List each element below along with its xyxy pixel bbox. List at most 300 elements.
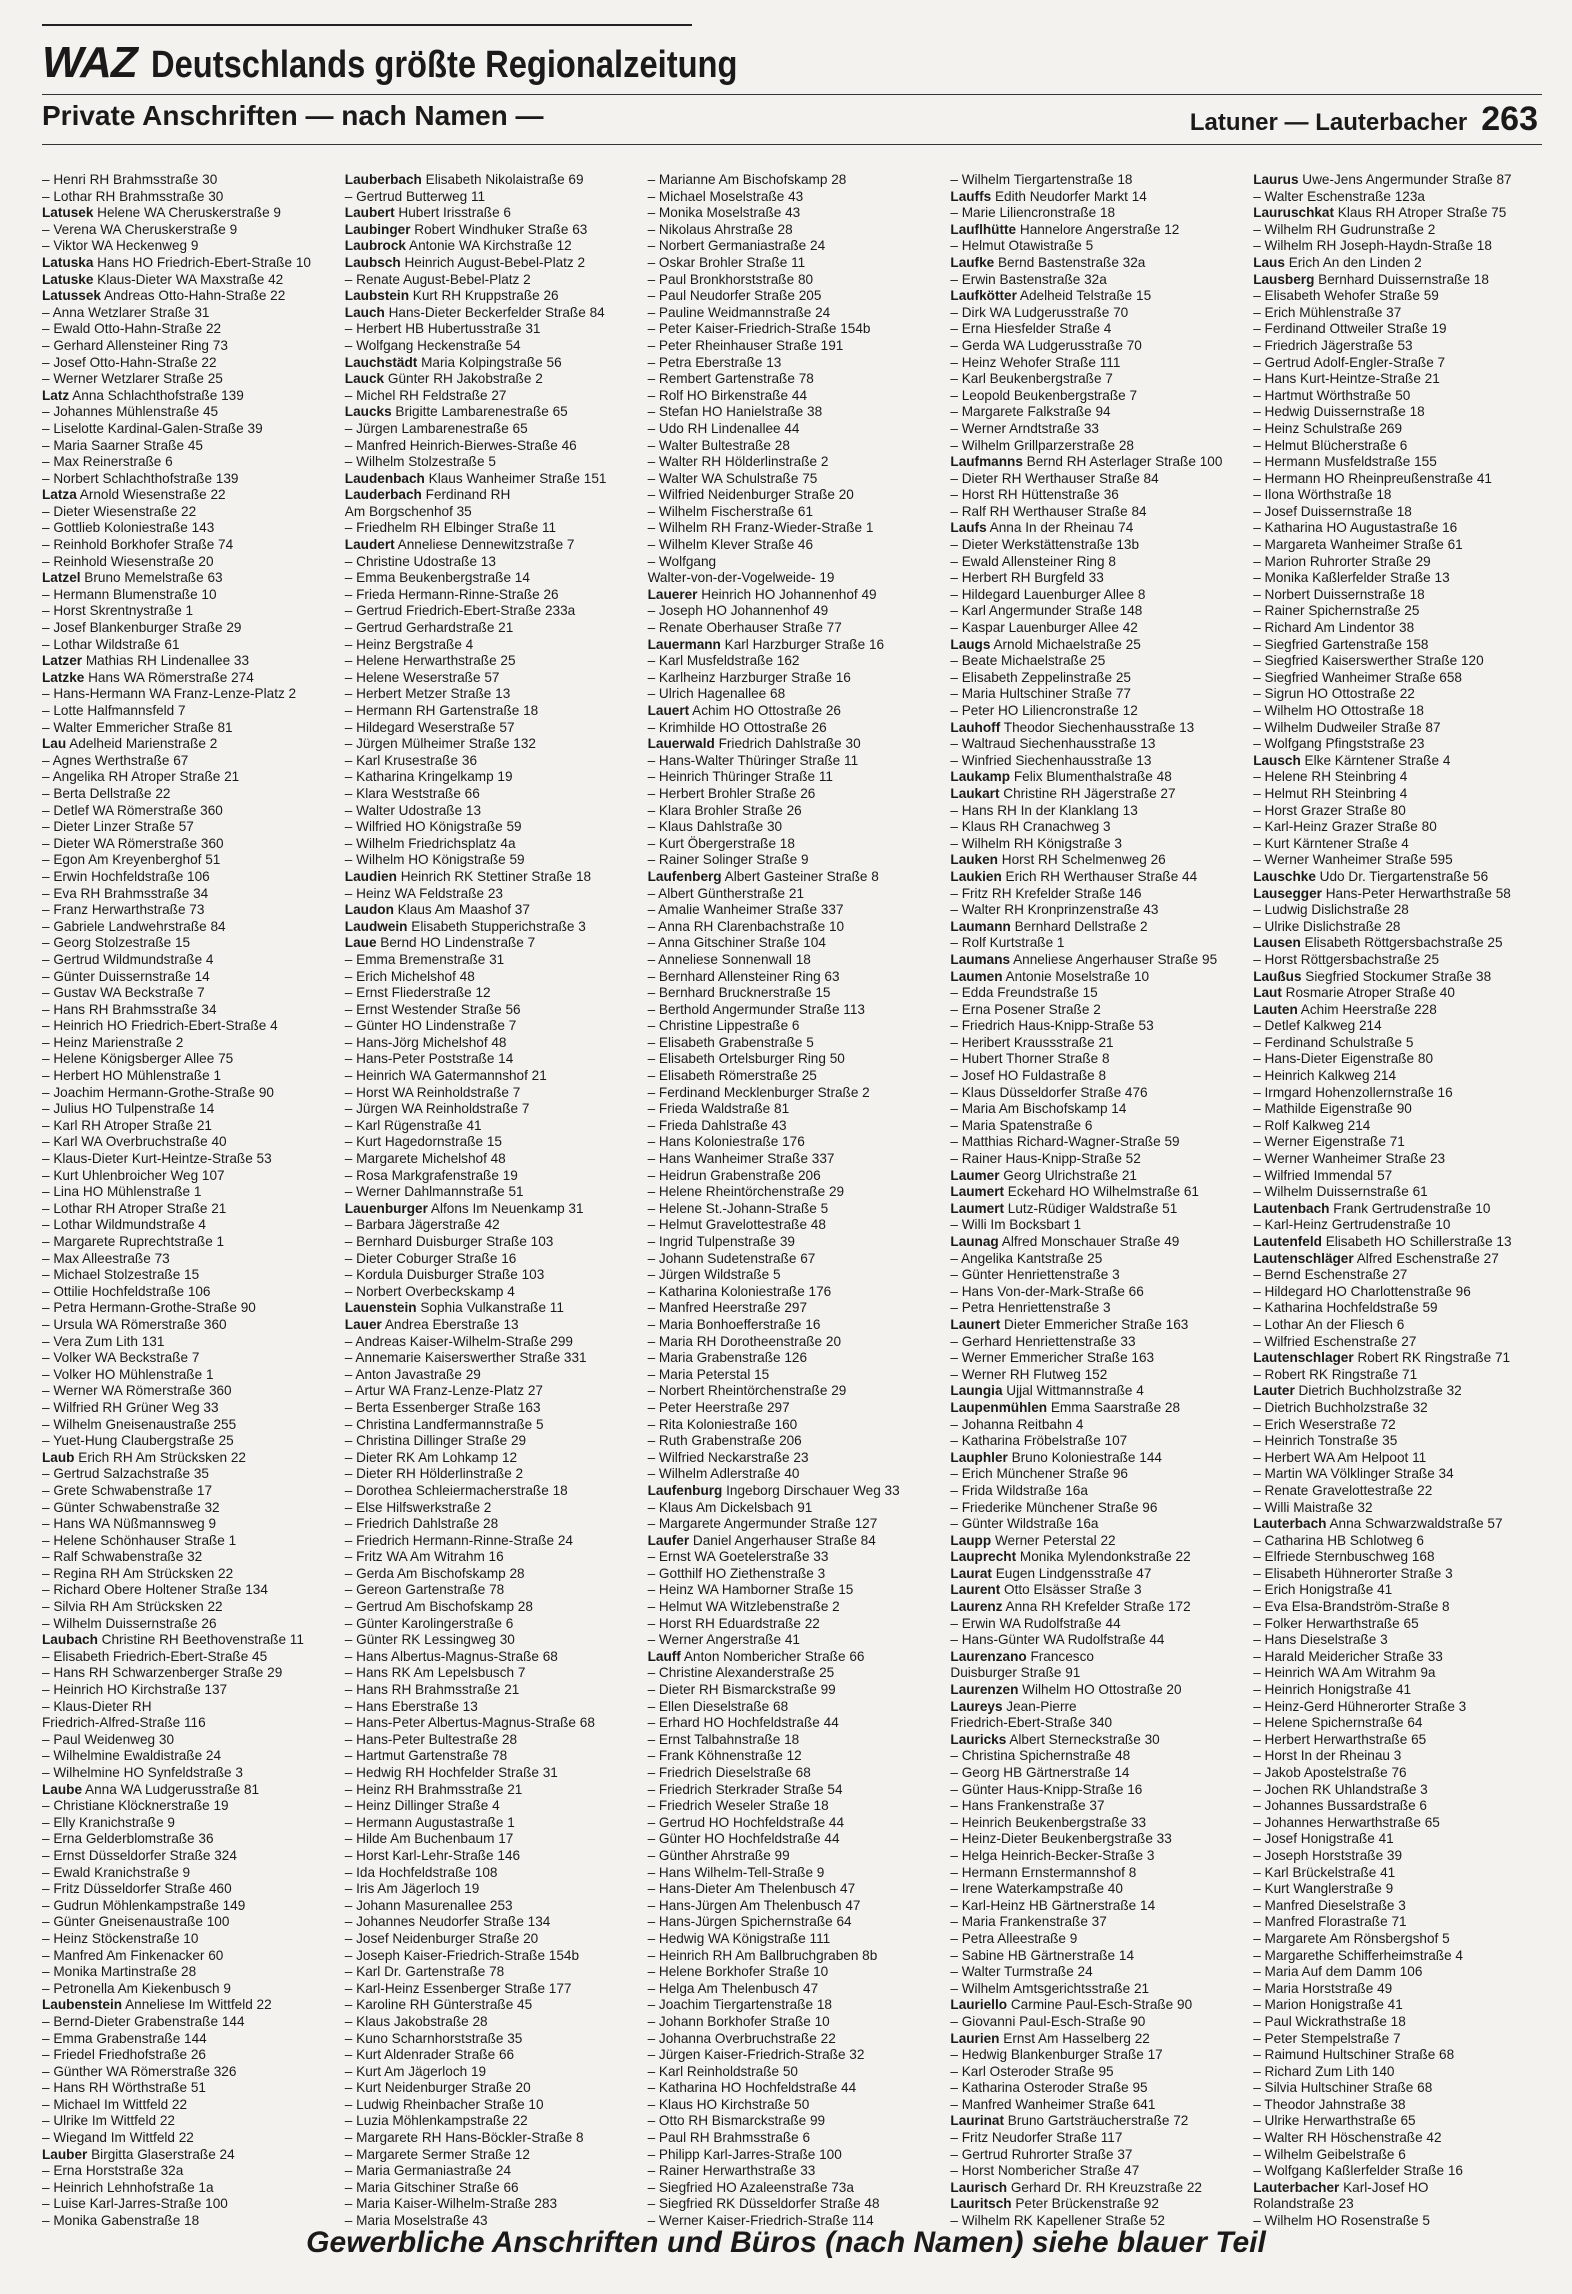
entry-details: – Norbert Rheintörchenstraße 29 bbox=[647, 1383, 847, 1399]
directory-entry bbox=[648, 2163, 937, 2180]
directory-entry bbox=[648, 1002, 937, 1019]
directory-entry bbox=[42, 288, 331, 305]
entry-surname: Laubsch bbox=[344, 254, 401, 270]
entry-details: – Michael Moselstraße 43 bbox=[647, 188, 804, 204]
directory-entry bbox=[1253, 1118, 1542, 1135]
entry-details: – Hans RH In der Klanklang 13 bbox=[950, 802, 1138, 818]
directory-entry bbox=[648, 935, 937, 952]
directory-entry bbox=[1253, 786, 1542, 803]
entry-details: – Pauline Weidmannstraße 24 bbox=[647, 304, 831, 320]
entry-details: – Jürgen WA Reinholdstraße 7 bbox=[344, 1101, 530, 1117]
entry-details: – Jakob Apostelstraße 76 bbox=[1253, 1765, 1407, 1780]
entry-details: – Werner Wanheimer Straße 595 bbox=[1253, 852, 1453, 868]
directory-entry bbox=[345, 786, 634, 803]
entry-details: Anneliese Angerhauser Straße 95 bbox=[1010, 951, 1218, 967]
entry-details: – Michael Stolzestraße 15 bbox=[42, 1267, 200, 1283]
entry-details: – Erich Mühlenstraße 37 bbox=[1253, 304, 1402, 320]
directory-entry bbox=[42, 1234, 331, 1251]
directory-entry bbox=[1253, 1317, 1542, 1334]
entry-details: – Bernhard Duisburger Straße 103 bbox=[344, 1234, 554, 1249]
entry-details: Anna Schwarzwaldstraße 57 bbox=[1326, 1516, 1503, 1532]
directory-entry bbox=[950, 952, 1239, 969]
entry-surname: Laudenbach bbox=[344, 470, 425, 486]
entry-details: – Ludwig Rheinbacher Straße 10 bbox=[344, 2096, 544, 2112]
entry-details: – Katharina Koloniestraße 176 bbox=[647, 1283, 832, 1299]
entry-details: – Wilhelm Klever Straße 46 bbox=[647, 537, 814, 553]
directory-entry bbox=[345, 753, 634, 770]
directory-entry bbox=[42, 388, 331, 405]
directory-entry bbox=[648, 1848, 937, 1865]
entry-details: – Heinz Stöckenstraße 10 bbox=[42, 1930, 199, 1946]
entry-details: – Kurt Öbergerstraße 18 bbox=[647, 835, 795, 851]
directory-entry bbox=[42, 1914, 331, 1931]
entry-details: – Friedel Friedhofstraße 26 bbox=[42, 2047, 206, 2063]
directory-entry bbox=[42, 1931, 331, 1948]
entry-details: – Heinz-Gerd Hühnerorter Straße 3 bbox=[1253, 1698, 1467, 1714]
directory-entry bbox=[648, 1898, 937, 1915]
entry-details: – Ferdinand Schulstraße 5 bbox=[1253, 1034, 1414, 1050]
directory-entry bbox=[345, 537, 634, 554]
entry-details: – Karl-Heinz Grazer Straße 80 bbox=[1253, 819, 1437, 835]
directory-entry bbox=[950, 1284, 1239, 1301]
directory-entry bbox=[950, 1914, 1239, 1931]
entry-details: – Fritz Neudorfer Straße 117 bbox=[950, 2130, 1123, 2146]
entry-details: – Marion Ruhrorter Straße 29 bbox=[1253, 553, 1431, 569]
directory-entry bbox=[648, 836, 937, 853]
entry-details: – Johann Sudetenstraße 67 bbox=[647, 1250, 816, 1266]
directory-entry bbox=[648, 2180, 937, 2197]
directory-entry bbox=[950, 2047, 1239, 2064]
directory-entry bbox=[648, 819, 937, 836]
entry-details: – Katharina Fröbelstraße 107 bbox=[950, 1433, 1128, 1449]
directory-entry bbox=[950, 1068, 1239, 1085]
directory-entry bbox=[1253, 736, 1542, 753]
directory-entry bbox=[42, 438, 331, 455]
directory-entry bbox=[950, 1682, 1239, 1699]
entry-details: – Christine Udostraße 13 bbox=[344, 553, 496, 569]
entry-details: – Karl Brückelstraße 41 bbox=[1253, 1864, 1396, 1880]
entry-details: – Paul Neudorfer Straße 205 bbox=[647, 288, 822, 304]
entry-details: – Max Alleestraße 73 bbox=[42, 1250, 170, 1266]
entry-details: – Maria Horststraße 49 bbox=[1253, 1980, 1393, 1996]
entry-details: – Heinz Bergstraße 4 bbox=[344, 636, 474, 652]
directory-entry bbox=[1253, 753, 1542, 770]
directory-entry bbox=[950, 1018, 1239, 1035]
entry-details: Theodor Siechenhausstraße 13 bbox=[1000, 719, 1195, 735]
entry-details: – Martin WA Völklinger Straße 34 bbox=[1253, 1466, 1454, 1482]
directory-entry bbox=[950, 919, 1239, 936]
directory-entry bbox=[42, 1715, 331, 1732]
entry-details: – Kurt Uhlenbroicher Weg 107 bbox=[42, 1167, 225, 1183]
entry-details: – Udo RH Lindenallee 44 bbox=[647, 420, 800, 436]
entry-details: – Wolfgang bbox=[647, 553, 717, 569]
entry-details: Ujjal Wittmannstraße 4 bbox=[1002, 1383, 1144, 1399]
directory-entry bbox=[950, 1234, 1239, 1251]
entry-surname: Lausch bbox=[1253, 752, 1301, 768]
entry-details: – Anna Wetzlarer Straße 31 bbox=[42, 304, 210, 320]
entry-details: Am Borgschenhof 35 bbox=[344, 503, 472, 519]
entry-details: – Kurt Hagedornstraße 15 bbox=[344, 1134, 502, 1150]
entry-details: – Josef Neidenburger Straße 20 bbox=[344, 1930, 539, 1946]
directory-entry bbox=[345, 2097, 634, 2114]
directory-entry bbox=[42, 1549, 331, 1566]
directory-entry bbox=[1253, 371, 1542, 388]
entry-details: – Otto RH Bismarckstraße 99 bbox=[647, 2113, 826, 2129]
directory-entry bbox=[1253, 1500, 1542, 1517]
entry-details: – Werner Kaiser-Friedrich-Straße 114 bbox=[647, 2213, 874, 2229]
entry-details: – Wilhelm Duissernstraße 61 bbox=[1253, 1184, 1428, 1200]
entry-details: – Grete Schwabenstraße 17 bbox=[42, 1482, 213, 1498]
entry-details: Hans HO Friedrich-Ebert-Straße 10 bbox=[93, 254, 311, 270]
directory-entry bbox=[648, 421, 937, 438]
entry-details: – Heinz WA Feldstraße 23 bbox=[344, 885, 503, 901]
entry-surname: Lauriello bbox=[950, 1997, 1008, 2013]
entry-details: – Günter HO Lindenstraße 7 bbox=[344, 1018, 517, 1034]
entry-details: – Volker WA Beckstraße 7 bbox=[42, 1350, 200, 1366]
entry-details: – Erwin Hochfeldstraße 106 bbox=[42, 868, 210, 884]
directory-entry bbox=[345, 1566, 634, 1583]
entry-details: – Johann Masurenallee 253 bbox=[344, 1897, 513, 1913]
entry-details: – Gustav WA Beckstraße 7 bbox=[42, 985, 205, 1001]
directory-entry bbox=[950, 1516, 1239, 1533]
directory-column-4 bbox=[950, 172, 1239, 2229]
directory-entry bbox=[648, 736, 937, 753]
directory-entry bbox=[345, 1101, 634, 1118]
directory-entry bbox=[648, 703, 937, 720]
directory-entry bbox=[42, 1815, 331, 1832]
entry-details: – Friedrich Dahlstraße 28 bbox=[344, 1516, 499, 1532]
directory-entry bbox=[950, 902, 1239, 919]
directory-entry bbox=[345, 1931, 634, 1948]
entry-details: – Wilhelm RH Gudrunstraße 2 bbox=[1253, 221, 1436, 237]
directory-entry bbox=[345, 471, 634, 488]
directory-entry bbox=[345, 1848, 634, 1865]
directory-entry bbox=[1253, 653, 1542, 670]
entry-details: Ferdinand RH bbox=[421, 487, 511, 503]
directory-entry bbox=[42, 1898, 331, 1915]
directory-entry bbox=[1253, 1134, 1542, 1151]
directory-entry bbox=[1253, 338, 1542, 355]
directory-entry bbox=[345, 404, 634, 421]
directory-entry bbox=[345, 935, 634, 952]
directory-entry bbox=[345, 2163, 634, 2180]
entry-details: – Klara Weststraße 66 bbox=[344, 785, 480, 801]
directory-entry bbox=[950, 1367, 1239, 1384]
directory-entry bbox=[1253, 2113, 1542, 2130]
directory-entry bbox=[950, 935, 1239, 952]
entry-details: – Horst RH Hüttenstraße 36 bbox=[950, 487, 1119, 503]
entry-details: – Detlef Kalkweg 214 bbox=[1253, 1018, 1382, 1034]
directory-entry bbox=[950, 753, 1239, 770]
directory-entry bbox=[950, 1865, 1239, 1882]
entry-details: – Klaus HO Kirchstraße 50 bbox=[647, 2096, 810, 2112]
entry-details: – Beate Michaelstraße 25 bbox=[950, 653, 1106, 669]
entry-details: Frank Gertrudenstraße 10 bbox=[1329, 1200, 1491, 1216]
directory-entry bbox=[345, 836, 634, 853]
directory-entry bbox=[345, 1632, 634, 1649]
directory-entry bbox=[950, 1334, 1239, 1351]
directory-entry bbox=[1253, 1085, 1542, 1102]
entry-surname: Lauenstein bbox=[344, 1300, 417, 1316]
directory-entry bbox=[950, 1151, 1239, 1168]
directory-entry bbox=[345, 1383, 634, 1400]
entry-surname: Lauruschkat bbox=[1253, 205, 1335, 221]
entry-details: Achim Heerstraße 228 bbox=[1297, 1001, 1437, 1017]
entry-surname: Laudien bbox=[344, 868, 397, 884]
entry-details: – Siegfried RK Düsseldorfer Straße 48 bbox=[647, 2196, 880, 2212]
entry-details: – Leopold Beukenbergstraße 7 bbox=[950, 387, 1138, 403]
directory-entry bbox=[1253, 189, 1542, 206]
directory-entry bbox=[345, 321, 634, 338]
entry-surname: Laubrock bbox=[344, 238, 406, 254]
entry-details: – Hartmut Gartenstraße 78 bbox=[344, 1748, 508, 1764]
directory-entry bbox=[1253, 1715, 1542, 1732]
entry-details: – Werner Dahlmannstraße 51 bbox=[344, 1184, 524, 1200]
entry-details: – Walter RH Höschenstraße 42 bbox=[1253, 2130, 1442, 2146]
directory-entry bbox=[1253, 1035, 1542, 1052]
entry-surname: Lauck bbox=[344, 371, 385, 387]
entry-details: – Dieter Wiesenstraße 22 bbox=[42, 503, 197, 519]
entry-details: – Marie Liliencronstraße 18 bbox=[950, 205, 1116, 221]
entry-details: – Hermann Augustastraße 1 bbox=[344, 1814, 515, 1830]
entry-details: – Katharina Osteroder Straße 95 bbox=[950, 2080, 1148, 2096]
entry-details: Heinrich RK Stettiner Straße 18 bbox=[396, 868, 592, 884]
entry-details: – Frieda Hermann-Rinne-Straße 26 bbox=[344, 586, 559, 602]
entry-details: Felix Blumenthalstraße 48 bbox=[1010, 769, 1172, 785]
directory-entry bbox=[345, 1732, 634, 1749]
entry-details: – Eva Elsa-Brandström-Straße 8 bbox=[1253, 1599, 1450, 1615]
entry-details: – Lotte Halfmannsfeld 7 bbox=[42, 703, 186, 718]
entry-details: – Hans-Peter Poststraße 14 bbox=[344, 1051, 514, 1067]
directory-entry bbox=[648, 1217, 937, 1234]
entry-details: – Helene Weserstraße 57 bbox=[344, 669, 500, 685]
entry-details: – Wilhelm Adlerstraße 40 bbox=[647, 1466, 800, 1482]
directory-entry bbox=[950, 1997, 1239, 2014]
directory-entry bbox=[1253, 1765, 1542, 1782]
directory-entry bbox=[950, 1201, 1239, 1218]
directory-entry bbox=[648, 1500, 937, 1517]
directory-entry bbox=[950, 1300, 1239, 1317]
entry-surname: Lautenschläger bbox=[1253, 1250, 1354, 1266]
entry-details: – Georg HB Gärtnerstraße 14 bbox=[950, 1765, 1130, 1780]
entry-details: – Luzia Möhlenkampstraße 22 bbox=[344, 2113, 528, 2129]
directory-entry bbox=[345, 1616, 634, 1633]
entry-details: – Albert Güntherstraße 21 bbox=[647, 885, 805, 901]
directory-entry bbox=[1253, 836, 1542, 853]
entry-details: – Heribert Kraussstraße 21 bbox=[950, 1034, 1114, 1050]
entry-details: Friedrich Dahlstraße 30 bbox=[714, 736, 861, 752]
directory-entry bbox=[345, 1665, 634, 1682]
entry-details: – Norbert Duissernstraße 18 bbox=[1253, 586, 1425, 602]
directory-entry bbox=[950, 1317, 1239, 1334]
entry-details: – Anton Javastraße 29 bbox=[344, 1366, 481, 1382]
entry-details: – Volker HO Mühlenstraße 1 bbox=[42, 1366, 214, 1382]
directory-entry bbox=[648, 753, 937, 770]
directory-entry bbox=[345, 1582, 634, 1599]
entry-details: Jean-Pierre bbox=[1002, 1698, 1077, 1714]
directory-entry bbox=[1253, 1018, 1542, 1035]
entry-details: Francesco bbox=[1026, 1648, 1094, 1664]
directory-entry bbox=[42, 471, 331, 488]
directory-entry bbox=[648, 803, 937, 820]
entry-details: – Lothar Wildstraße 61 bbox=[42, 636, 180, 652]
entry-details: Arnold Michaelstraße 25 bbox=[990, 636, 1141, 652]
entry-surname: Laubinger bbox=[344, 221, 411, 237]
directory-entry bbox=[345, 1898, 634, 1915]
entry-details: Elisabeth HO Schillerstraße 13 bbox=[1321, 1234, 1512, 1249]
directory-entry bbox=[42, 1284, 331, 1301]
directory-entry bbox=[42, 2163, 331, 2180]
directory-entry bbox=[345, 1317, 634, 1334]
entry-details: – Verena WA Cheruskerstraße 9 bbox=[42, 221, 238, 237]
entry-details: – Rolf Kalkweg 214 bbox=[1253, 1117, 1371, 1133]
entry-details: – Hans RK Am Lepelsbusch 7 bbox=[344, 1665, 526, 1681]
directory-entry bbox=[950, 205, 1239, 222]
directory-entry bbox=[950, 1732, 1239, 1749]
directory-entry bbox=[1253, 1815, 1542, 1832]
entry-details: – Heinz WA Hamborner Straße 15 bbox=[647, 1582, 854, 1598]
directory-entry bbox=[345, 1051, 634, 1068]
directory-entry bbox=[1253, 587, 1542, 604]
directory-entry bbox=[648, 438, 937, 455]
entry-details: – Herbert Metzer Straße 13 bbox=[344, 686, 511, 702]
entry-details: – Gerda Am Bischofskamp 28 bbox=[344, 1565, 525, 1581]
directory-entry bbox=[648, 172, 937, 189]
entry-details: – Hans Von-der-Mark-Straße 66 bbox=[950, 1283, 1144, 1299]
entry-details: – Theodor Jahnstraße 38 bbox=[1253, 2096, 1406, 2112]
entry-details: Hans WA Römerstraße 274 bbox=[84, 669, 254, 685]
entry-surname: Lauer bbox=[344, 1316, 382, 1332]
entry-details: – Joachim Tiergartenstraße 18 bbox=[647, 1997, 832, 2013]
entry-details: – Johanna Overbruchstraße 22 bbox=[647, 2030, 836, 2046]
entry-surname: Laurenz bbox=[950, 1599, 1003, 1615]
entry-details: – Wilhelm Geibelstraße 6 bbox=[1253, 2146, 1406, 2162]
directory-entry bbox=[1253, 720, 1542, 737]
entry-details: – Egon Am Kreyenberghof 51 bbox=[42, 852, 221, 868]
directory-entry bbox=[345, 338, 634, 355]
entry-details: – Karl-Heinz HB Gärtnerstraße 14 bbox=[950, 1897, 1156, 1913]
entry-details: – Emma Beukenbergstraße 14 bbox=[344, 570, 530, 586]
directory-entry bbox=[648, 1765, 937, 1782]
entry-details: – Gudrun Möhlenkampstraße 149 bbox=[42, 1897, 246, 1913]
entry-details: Eugen Lindgensstraße 47 bbox=[991, 1565, 1152, 1581]
directory-entry bbox=[42, 570, 331, 587]
entry-details: – Horst In der Rheinau 3 bbox=[1253, 1748, 1402, 1764]
entry-details: – Heinz RH Brahmsstraße 21 bbox=[344, 1781, 523, 1797]
entry-details: – Karl Angermunder Straße 148 bbox=[950, 603, 1143, 619]
directory-entry bbox=[950, 172, 1239, 189]
directory-entry bbox=[950, 587, 1239, 604]
directory-entry bbox=[1253, 1566, 1542, 1583]
entry-details: – Horst Grazer Straße 80 bbox=[1253, 802, 1406, 818]
entry-details: Andrea Eberstraße 13 bbox=[381, 1316, 519, 1332]
directory-entry bbox=[648, 2031, 937, 2048]
directory-column-5 bbox=[1253, 172, 1542, 2229]
entry-details: – Rainer Herwarthstraße 33 bbox=[647, 2163, 816, 2179]
directory-entry bbox=[1253, 852, 1542, 869]
entry-details: – Wilfried RH Grüner Weg 33 bbox=[42, 1399, 219, 1415]
entry-details: – Helene Schönhauser Straße 1 bbox=[42, 1532, 237, 1548]
directory-entry bbox=[42, 1616, 331, 1633]
entry-details: – Hildegard HO Charlottenstraße 96 bbox=[1253, 1283, 1471, 1299]
entry-details: – Siegfried HO Azaleenstraße 73a bbox=[647, 2179, 854, 2195]
directory-entry bbox=[42, 852, 331, 869]
directory-entry bbox=[950, 1649, 1239, 1666]
directory-entry bbox=[42, 969, 331, 986]
entry-surname: Laufer bbox=[647, 1532, 690, 1548]
directory-entry bbox=[1253, 388, 1542, 405]
directory-entry bbox=[648, 769, 937, 786]
directory-entry bbox=[345, 819, 634, 836]
directory-entry bbox=[1253, 1782, 1542, 1799]
entry-details: Karl-Josef HO bbox=[1339, 2179, 1429, 2195]
entry-details: Hans-Dieter Beckerfelder Straße 84 bbox=[384, 304, 605, 320]
directory-entry bbox=[345, 2147, 634, 2164]
directory-entry bbox=[648, 952, 937, 969]
entry-surname: Lauerer bbox=[647, 586, 698, 602]
entry-details: Emma Saarstraße 28 bbox=[1047, 1399, 1181, 1415]
directory-entry bbox=[950, 1798, 1239, 1815]
entry-details: Heinrich HO Johannenhof 49 bbox=[697, 586, 877, 602]
directory-entry bbox=[950, 670, 1239, 687]
directory-entry bbox=[345, 1500, 634, 1517]
entry-details: – Karl Reinholdstraße 50 bbox=[647, 2063, 798, 2079]
entry-details: – Ernst Talbahnstraße 18 bbox=[647, 1731, 800, 1747]
entry-surname: Latuska bbox=[42, 254, 94, 270]
entry-details: – Günter Gneisenaustraße 100 bbox=[42, 1914, 230, 1930]
directory-entry bbox=[1253, 1450, 1542, 1467]
entry-details: – Gertrud HO Hochfeldstraße 44 bbox=[647, 1814, 845, 1830]
entry-details: – Artur WA Franz-Lenze-Platz 27 bbox=[344, 1383, 543, 1399]
entry-details: Hans-Peter Herwarthstraße 58 bbox=[1321, 885, 1511, 901]
directory-entry bbox=[950, 1483, 1239, 1500]
entry-surname: Lautenbach bbox=[1253, 1200, 1330, 1216]
entry-details: – Kurt Kärntener Straße 4 bbox=[1253, 835, 1409, 851]
entry-details: – Paul Bronkhorststraße 80 bbox=[647, 271, 814, 287]
entry-details: – Norbert Overbeckskamp 4 bbox=[344, 1283, 515, 1299]
entry-details: – Walter Emmericher Straße 81 bbox=[42, 719, 233, 735]
entry-details: – Agnes Werthstraße 67 bbox=[42, 752, 189, 768]
directory-entry bbox=[42, 753, 331, 770]
entry-details: – Paul Wickrathstraße 18 bbox=[1253, 2013, 1406, 2029]
directory-entry bbox=[345, 1599, 634, 1616]
directory-entry bbox=[42, 1748, 331, 1765]
entry-surname: Laukamp bbox=[950, 769, 1011, 785]
entry-details: – Angelika RH Atroper Straße 21 bbox=[42, 769, 240, 785]
directory-entry bbox=[648, 1400, 937, 1417]
entry-details: – Helmut WA Witzlebenstraße 2 bbox=[647, 1599, 840, 1615]
entry-details: – Heinz Wehofer Straße 111 bbox=[950, 354, 1121, 370]
directory-entry bbox=[345, 1134, 634, 1151]
entry-details: – Monika Moselstraße 43 bbox=[647, 205, 801, 221]
entry-details: – Ewald Allensteiner Ring 8 bbox=[950, 553, 1116, 569]
directory-entry bbox=[950, 404, 1239, 421]
entry-details: – Günter RK Lessingweg 30 bbox=[344, 1632, 515, 1648]
directory-entry bbox=[42, 1665, 331, 1682]
directory-entry bbox=[1253, 2130, 1542, 2147]
entry-details: – Ralf Schwabenstraße 32 bbox=[42, 1549, 203, 1565]
entry-details: – Richard Obere Holtener Straße 134 bbox=[42, 1582, 268, 1598]
directory-entry bbox=[950, 1815, 1239, 1832]
directory-entry bbox=[648, 371, 937, 388]
entry-surname: Latzel bbox=[42, 570, 81, 586]
entry-details: – Heinrich WA Gatermannshof 21 bbox=[344, 1068, 547, 1084]
entry-details: – Peter Rheinhauser Straße 191 bbox=[647, 337, 844, 353]
directory-entry bbox=[950, 1184, 1239, 1201]
directory-entry bbox=[950, 2097, 1239, 2114]
directory-entry bbox=[345, 487, 634, 504]
directory-entry bbox=[345, 570, 634, 587]
